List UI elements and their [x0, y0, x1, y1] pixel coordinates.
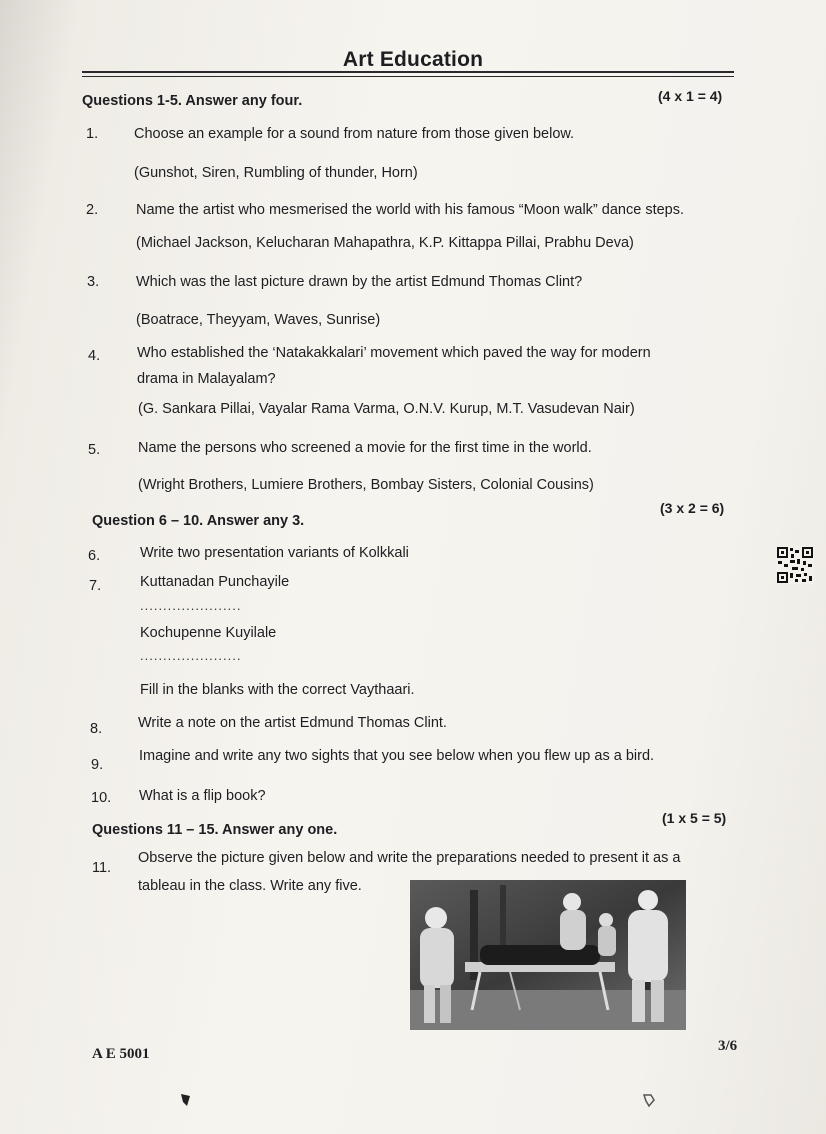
- ink-smudge: [642, 1092, 662, 1110]
- question-10-text: What is a flip book?: [139, 788, 266, 804]
- question-5-options: (Wright Brothers, Lumiere Brothers, Bombay Sisters, Colonial Cousins): [138, 477, 594, 493]
- question-4-options: (G. Sankara Pillai, Vayalar Rama Varma, O.N.V. Kurup, M.T. Vasudevan Nair): [138, 401, 635, 417]
- section-3-heading: Questions 11 – 15. Answer any one.: [92, 822, 338, 838]
- question-11-line1: Observe the picture given below and write the preparations needed to present it as a: [138, 850, 681, 866]
- question-11-line2: tableau in the class. Write any five.: [138, 878, 362, 894]
- question-2-text: Name the artist who mesmerised the world with his famous “Moon walk” dance steps.: [136, 202, 684, 218]
- question-6-text: Write two presentation variants of Kolkkali: [140, 545, 409, 561]
- question-4-text-line1: Who established the ‘Natakakkalari’ movement which paved the way for modern: [137, 345, 651, 361]
- question-number: 10.: [91, 790, 112, 806]
- section-2-marks: (3 x 2 = 6): [660, 500, 725, 516]
- question-9-text: Imagine and write any two sights that you see below when you flew up as a bird.: [139, 748, 655, 764]
- blank-line[interactable]: ......................: [140, 648, 242, 663]
- question-number: 7.: [89, 578, 102, 594]
- qr-code-icon: [776, 546, 814, 584]
- section-1-heading: Questions 1-5. Answer any four.: [82, 93, 303, 109]
- question-number: 4.: [88, 348, 101, 364]
- title-rule-thin: [82, 76, 734, 77]
- question-7-line2: Kochupenne Kuyilale: [140, 625, 277, 641]
- question-number: 6.: [88, 548, 101, 564]
- section-2-heading: Question 6 – 10. Answer any 3.: [92, 513, 305, 529]
- question-4-text-line2: drama in Malayalam?: [137, 371, 276, 387]
- page-number: 3/6: [718, 1038, 738, 1054]
- section-3-marks: (1 x 5 = 5): [662, 810, 727, 826]
- ink-smudge: [178, 1090, 198, 1110]
- page-title: Art Education: [342, 48, 484, 71]
- blank-line[interactable]: ......................: [140, 598, 242, 613]
- section-1-marks: (4 x 1 = 4): [658, 88, 723, 104]
- question-7-instruction: Fill in the blanks with the correct Vaythaari.: [140, 682, 415, 698]
- question-number: 5.: [88, 442, 101, 458]
- question-1-text: Choose an example for a sound from nature from those given below.: [134, 126, 575, 142]
- question-number: 8.: [90, 721, 103, 737]
- question-5-text: Name the persons who screened a movie for the first time in the world.: [138, 440, 592, 456]
- question-number: 1.: [86, 126, 99, 142]
- question-3-options: (Boatrace, Theyyam, Waves, Sunrise): [136, 312, 381, 328]
- title-rule: [82, 71, 734, 73]
- paper-code: A E 5001: [92, 1046, 150, 1062]
- question-1-options: (Gunshot, Siren, Rumbling of thunder, Horn): [134, 165, 418, 181]
- question-number: 11.: [92, 860, 112, 876]
- question-number: 3.: [87, 274, 100, 290]
- ppe-stretcher-photo: [410, 880, 686, 1030]
- question-number: 2.: [86, 202, 99, 218]
- question-8-text: Write a note on the artist Edmund Thomas Clint.: [138, 715, 447, 731]
- question-3-text: Which was the last picture drawn by the artist Edmund Thomas Clint?: [136, 274, 583, 290]
- question-number: 9.: [91, 757, 104, 773]
- question-2-options: (Michael Jackson, Kelucharan Mahapathra, K.P. Kittappa Pillai, Prabhu Deva): [136, 235, 634, 251]
- question-7-line1: Kuttanadan Punchayile: [140, 574, 290, 590]
